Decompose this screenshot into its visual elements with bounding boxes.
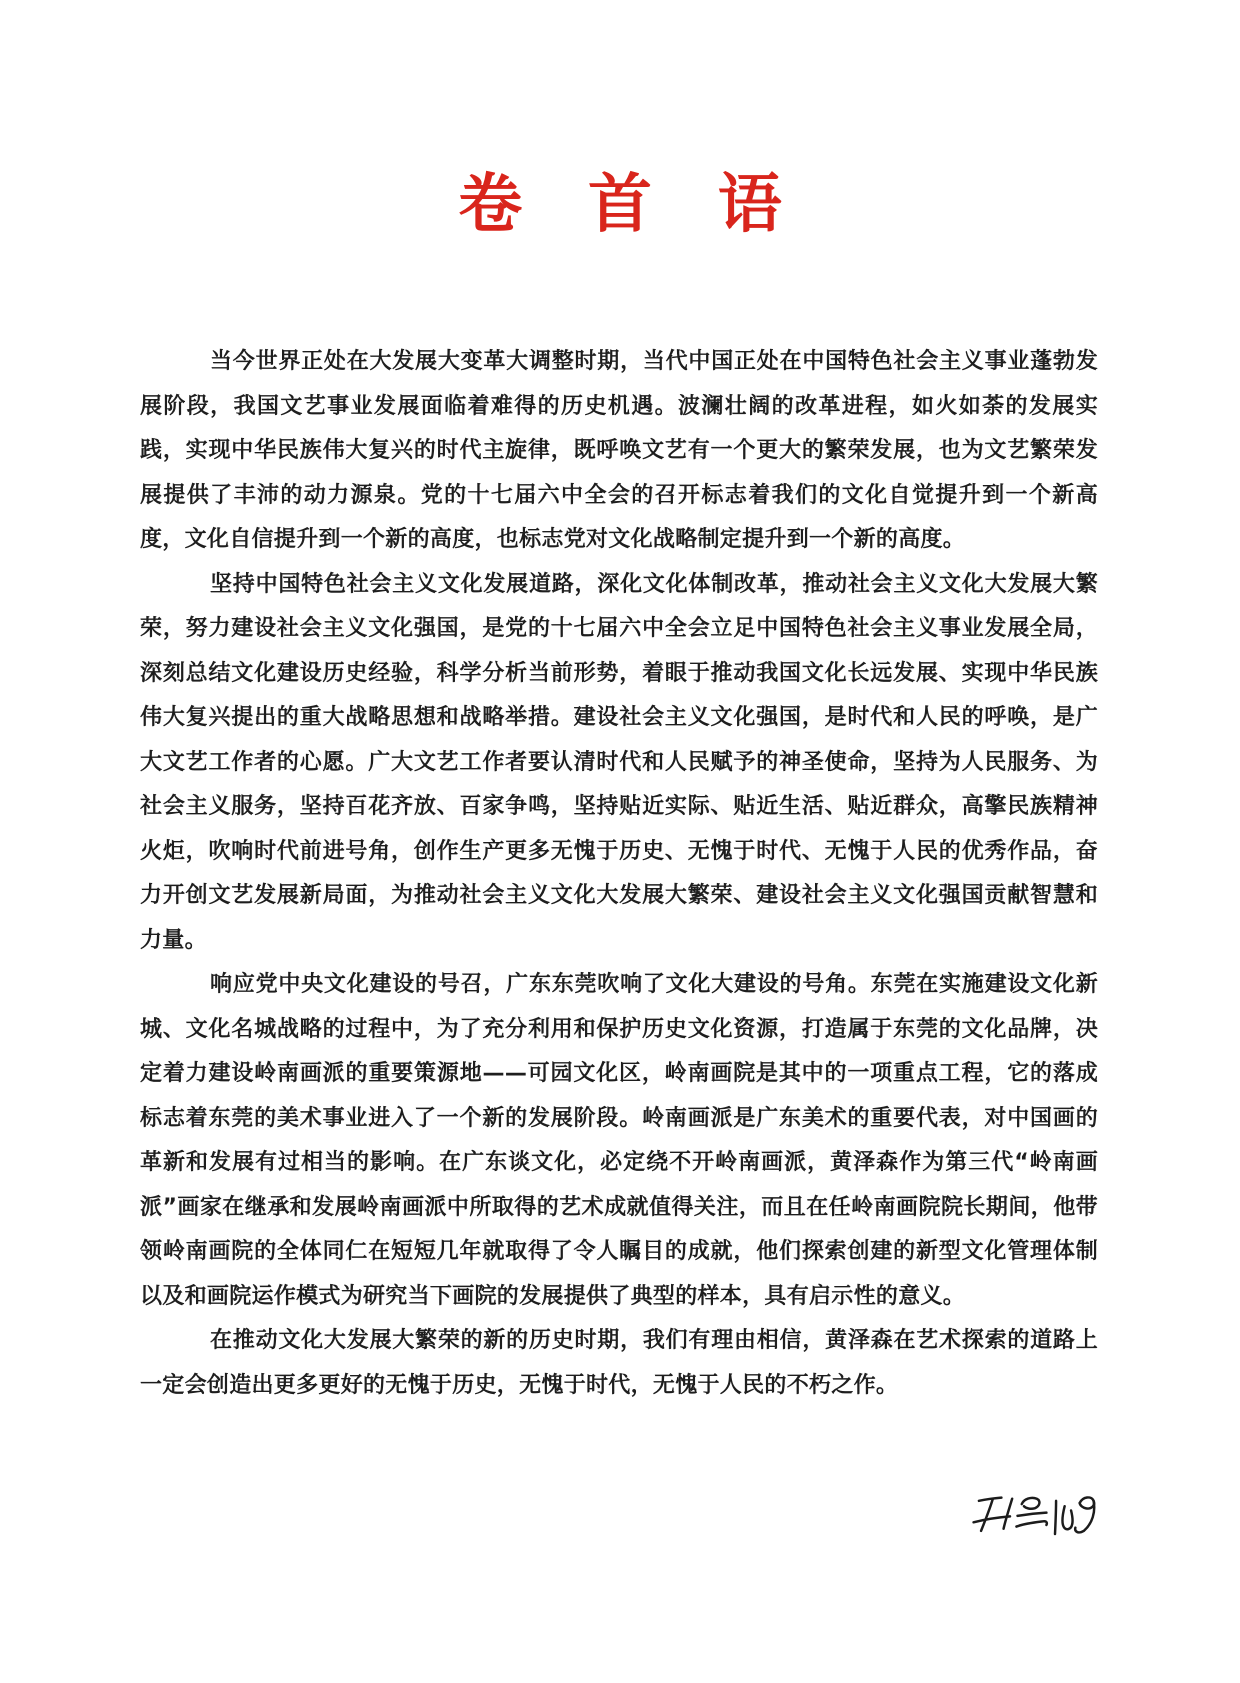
paragraph: 在推动文化大发展大繁荣的新的历史时期，我们有理由相信，黄泽森在艺术探索的道路上一定会创造出更多更好的无愧于历史，无愧于时代，无愧于人民的不朽之作。	[140, 1328, 1098, 1398]
paragraph: 坚持中国特色社会主义文化发展道路，深化文化体制改革，推动社会主义文化大发展大繁荣，努力建设社会主义文化强国，是党的十七届六中全会立足中国特色社会主义事业发展全局，深刻总结文化建设历史经验，科学分析当前形势，着眼于推动我国文化长远发展、实现中华民族伟大复兴提出的重大战略思想和战略举措。建设社会主义文化强国，是时代和人民的呼唤，是广大文艺工作者的心愿。广大文艺工作者要认清时代和人民赋予的神圣使命，坚持为人民服务、为社会主义服务，坚持百花齐放、百家争鸣，坚持贴近实际、贴近生活、贴近群众，高擎民族精神火炬，吹响时代前进号角，创作生产更多无愧于历史、无愧于时代、无愧于人民的优秀作品，奋力开创文艺发展新局面，为推动社会主义文化大发展大繁荣、建设社会主义文化强国贡献智慧和力量。	[140, 571, 1098, 953]
signature	[950, 1488, 1100, 1563]
preface-body	[140, 340, 1098, 1408]
paragraph: 响应党中央文化建设的号召，广东东莞吹响了文化大建设的号角。东莞在实施建设文化新城、文化名城战略的过程中，为了充分利用和保护历史文化资源，打造属于东莞的文化品牌，决定着力建设岭南画派的重要策源地——可园文化区，岭南画院是其中的一项重点工程，它的落成标志着东莞的美术事业进入了一个新的发展阶段。岭南画派是广东美术的重要代表，对中国画的革新和发展有过相当的影响。在广东谈文化，必定绕不开岭南画派，黄泽森作为第三代“岭南画派”画家在继承和发展岭南画派中所取得的艺术成就值得关注，而且在任岭南画院院长期间，他带领岭南画院的全体同仁在短短几年就取得了令人瞩目的成就，他们探索创建的新型文化管理体制以及和画院运作模式为研究当下画院的发展提供了典型的样本，具有启示性的意义。	[140, 972, 1098, 1309]
paragraph: 当今世界正处在大发展大变革大调整时期，当代中国正处在中国特色社会主义事业蓬勃发展阶段，我国文艺事业发展面临着难得的历史机遇。波澜壮阔的改革进程，如火如荼的发展实践，实现中华民族伟大复兴的时代主旋律，既呼唤文艺有一个更大的繁荣发展，也为文艺繁荣发展提供了丰沛的动力源泉。党的十七届六中全会的召开标志着我们的文化自觉提升到一个新高度，文化自信提升到一个新的高度，也标志党对文化战略制定提升到一个新的高度。	[140, 349, 1098, 552]
page-title: 卷 首 语	[458, 168, 804, 242]
signature-strokes	[950, 1488, 1100, 1563]
